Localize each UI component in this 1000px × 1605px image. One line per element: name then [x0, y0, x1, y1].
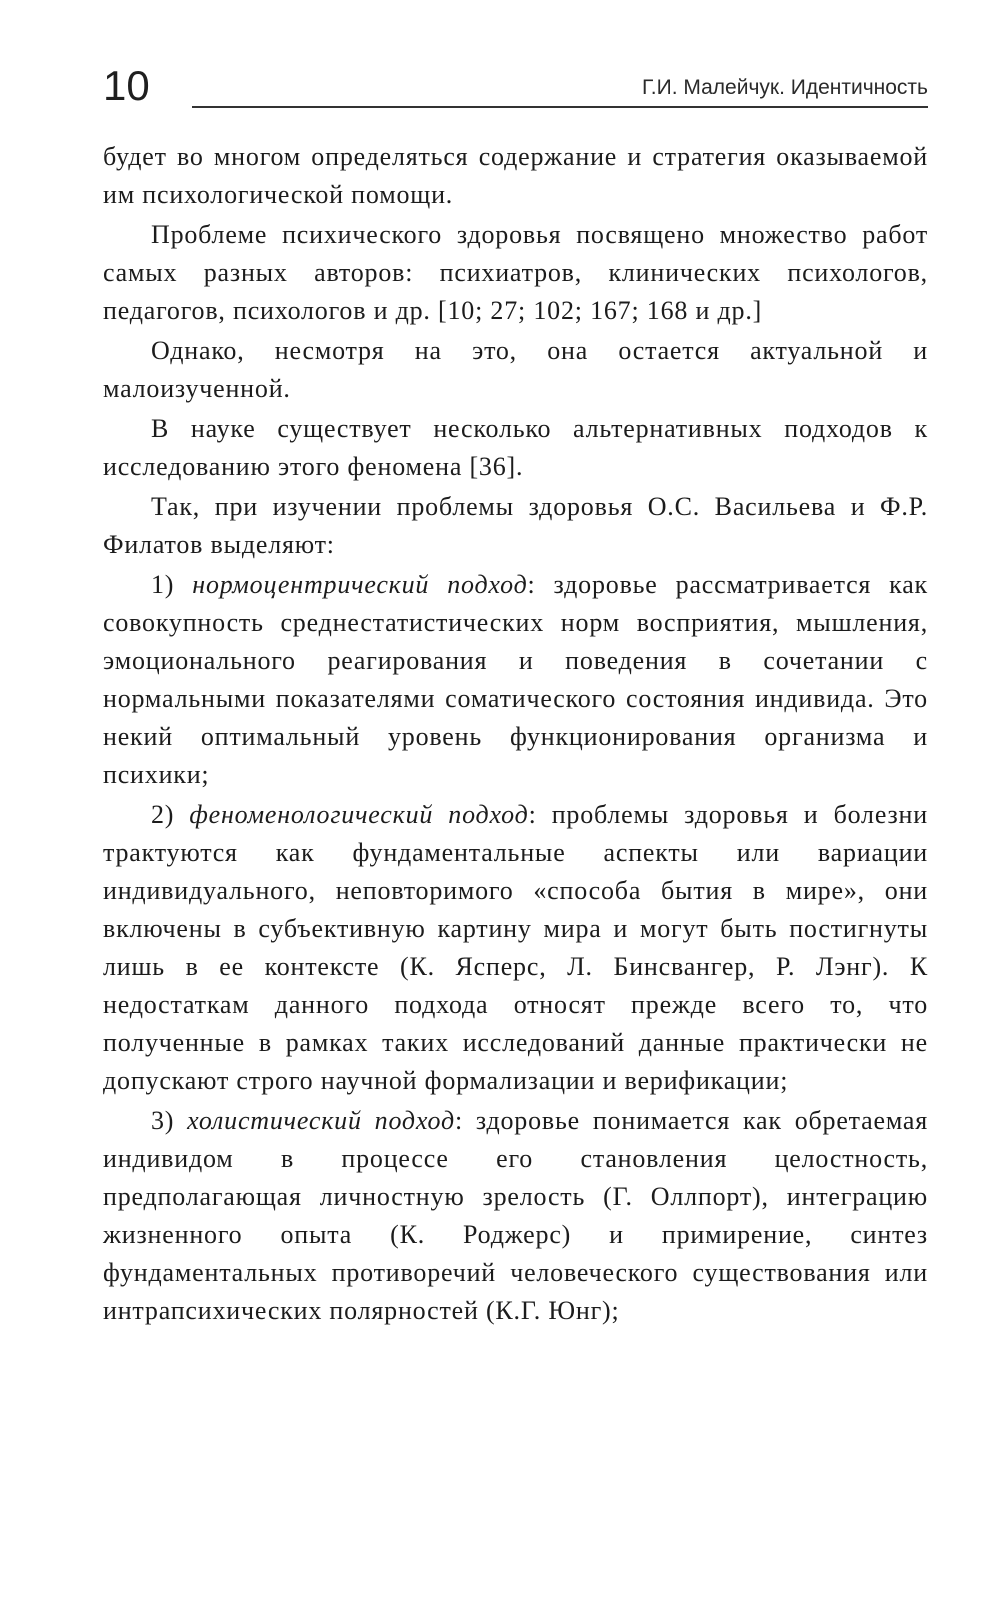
body-text [103, 138, 928, 1332]
paragraph: Проблеме психического здоровья посвящено множество работ самых разных авторов: психиатров, клинических психологов, педагогов, психологов и др. [10; 27; 102; 167; 168 и др.] [103, 220, 928, 325]
header-rule [192, 106, 928, 108]
paragraph: Однако, несмотря на это, она остается актуальной и малоизученной. [103, 336, 928, 403]
approach-description: : проблемы здоровья и болезни трактуются как фундаментальные аспекты или вариации индивидуального, неповторимого «способа бытия в мире», они включены в субъективную картину мира и могут быть постигнуты лишь в ее контексте (К. Ясперс, Л. Бинсвангер, Р. Лэнг). К недостаткам данного подхода относят прежде всего то, что полученные в рамках таких исследований данные практически не допускают строго научной формализации и верификации; [103, 800, 928, 1095]
paragraph: В науке существует несколько альтернативных подходов к исследованию этого феномена [36]. [103, 414, 928, 481]
list-item-number: 2) [151, 800, 175, 829]
approach-description: : здоровье рассматривается как совокупность среднестатистических норм восприятия, мышления, эмоционального реагирования и поведения в сочетании с нормальными показателями соматического состояния индивида. Это некий оптимальный уровень функционирования организма и психики; [103, 570, 928, 789]
paragraph-continuation: будет во многом определяться содержание и стратегия оказываемой им психологической помощи. [103, 142, 928, 209]
list-item-approach [103, 566, 928, 794]
approach-term: нормоцентрический подход [192, 570, 528, 599]
approach-term: феноменологический подход [189, 800, 529, 829]
paragraph: Так, при изучении проблемы здоровья О.С. Васильева и Ф.Р. Филатов выделяют: [103, 492, 928, 559]
running-head: Г.И. Малейчук. Идентичность [641, 76, 928, 99]
approach-term: холистический подход [187, 1106, 455, 1135]
page-number: 10 [103, 62, 150, 109]
list-item-approach [103, 796, 928, 1100]
approach-description: : здоровье понимается как обретаемая индивидом в процессе его становления целостность, предполагающая личностную зрелость (Г. Оллпорт), интеграцию жизненного опыта (К. Роджерс) и примирение, синтез фундаментальных противоречий человеческого существования или интрапсихических полярностей (К.Г. Юнг); [103, 1106, 928, 1325]
list-item-number: 3) [151, 1106, 175, 1135]
list-item-approach [103, 1102, 928, 1330]
list-item-number: 1) [151, 570, 175, 599]
